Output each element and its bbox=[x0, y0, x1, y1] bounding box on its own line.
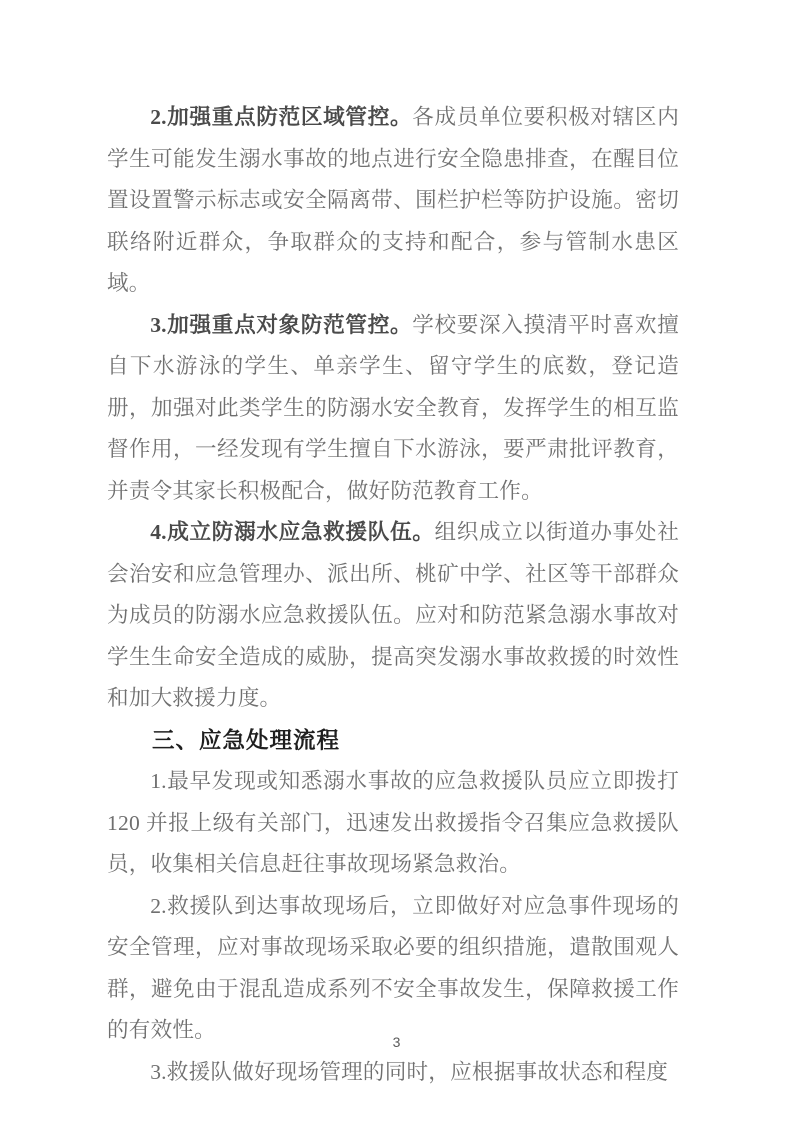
page-number: 3 bbox=[392, 1034, 401, 1050]
paragraph-lead-bold: 4.成立防溺水应急救援队伍。 bbox=[150, 520, 435, 544]
paragraph-text: 组织成立以街道办事处社会治安和应急管理办、派出所、桃矿中学、社区等干部群众为成员的防溺水应急救援队伍。应对和防范紧急溺水事故对学生生命安全造成的威胁，提高突发溺水事故救援的时效性和加大救援力度。 bbox=[107, 520, 679, 710]
paragraph-lead-bold: 3.加强重点对象防范管控。 bbox=[150, 312, 413, 337]
paragraph-emergency-step-2 bbox=[107, 886, 679, 1052]
section-heading-emergency-process: 三、应急处理流程 bbox=[152, 727, 341, 753]
paragraph-text: 1.最早发现或知悉溺水事故的应急救援队员应立即拨打 120 并报上级有关部门，迅速发出救援指令召集应急救援队员，收集相关信息赶往事故现场紧急救治。 bbox=[107, 769, 679, 876]
paragraph-text: 各成员单位要积极对辖区内学生可能发生溺水事故的地点进行安全隐患排查，在醒目位置设置警示标志或安全隔离带、围栏护栏等防护设施。密切联络附近群众，争取群众的支持和配合，参与管制水患区域。 bbox=[107, 105, 679, 295]
paragraph-lead-bold: 2.加强重点防范区域管控。 bbox=[150, 105, 413, 129]
document-body bbox=[107, 97, 679, 1093]
paragraph-key-person-control bbox=[107, 305, 679, 513]
paragraph-key-area-control bbox=[107, 97, 679, 305]
paragraph-emergency-step-1 bbox=[107, 761, 679, 886]
paragraph-rescue-team bbox=[107, 512, 679, 720]
paragraph-text: 学校要深入摸清平时喜欢擅自下水游泳的学生、单亲学生、留守学生的底数，登记造册，加强对此类学生的防溺水安全教育，发挥学生的相互监督作用，一经发现有学生擅自下水游泳，要严肃批评教育，并责令其家长积极配合，做好防范教育工作。 bbox=[107, 312, 679, 503]
paragraph-text: 3.救援队做好现场管理的同时，应根据事故状态和程度 bbox=[150, 1059, 669, 1084]
paragraph-text: 2.救援队到达事故现场后，立即做好对应急事件现场的安全管理，应对事故现场采取必要的组织措施，遣散围观人群，避免由于混乱造成系列不安全事故发生，保障救援工作的有效性。 bbox=[107, 893, 679, 1042]
paragraph-emergency-step-3-truncated bbox=[107, 1052, 679, 1094]
